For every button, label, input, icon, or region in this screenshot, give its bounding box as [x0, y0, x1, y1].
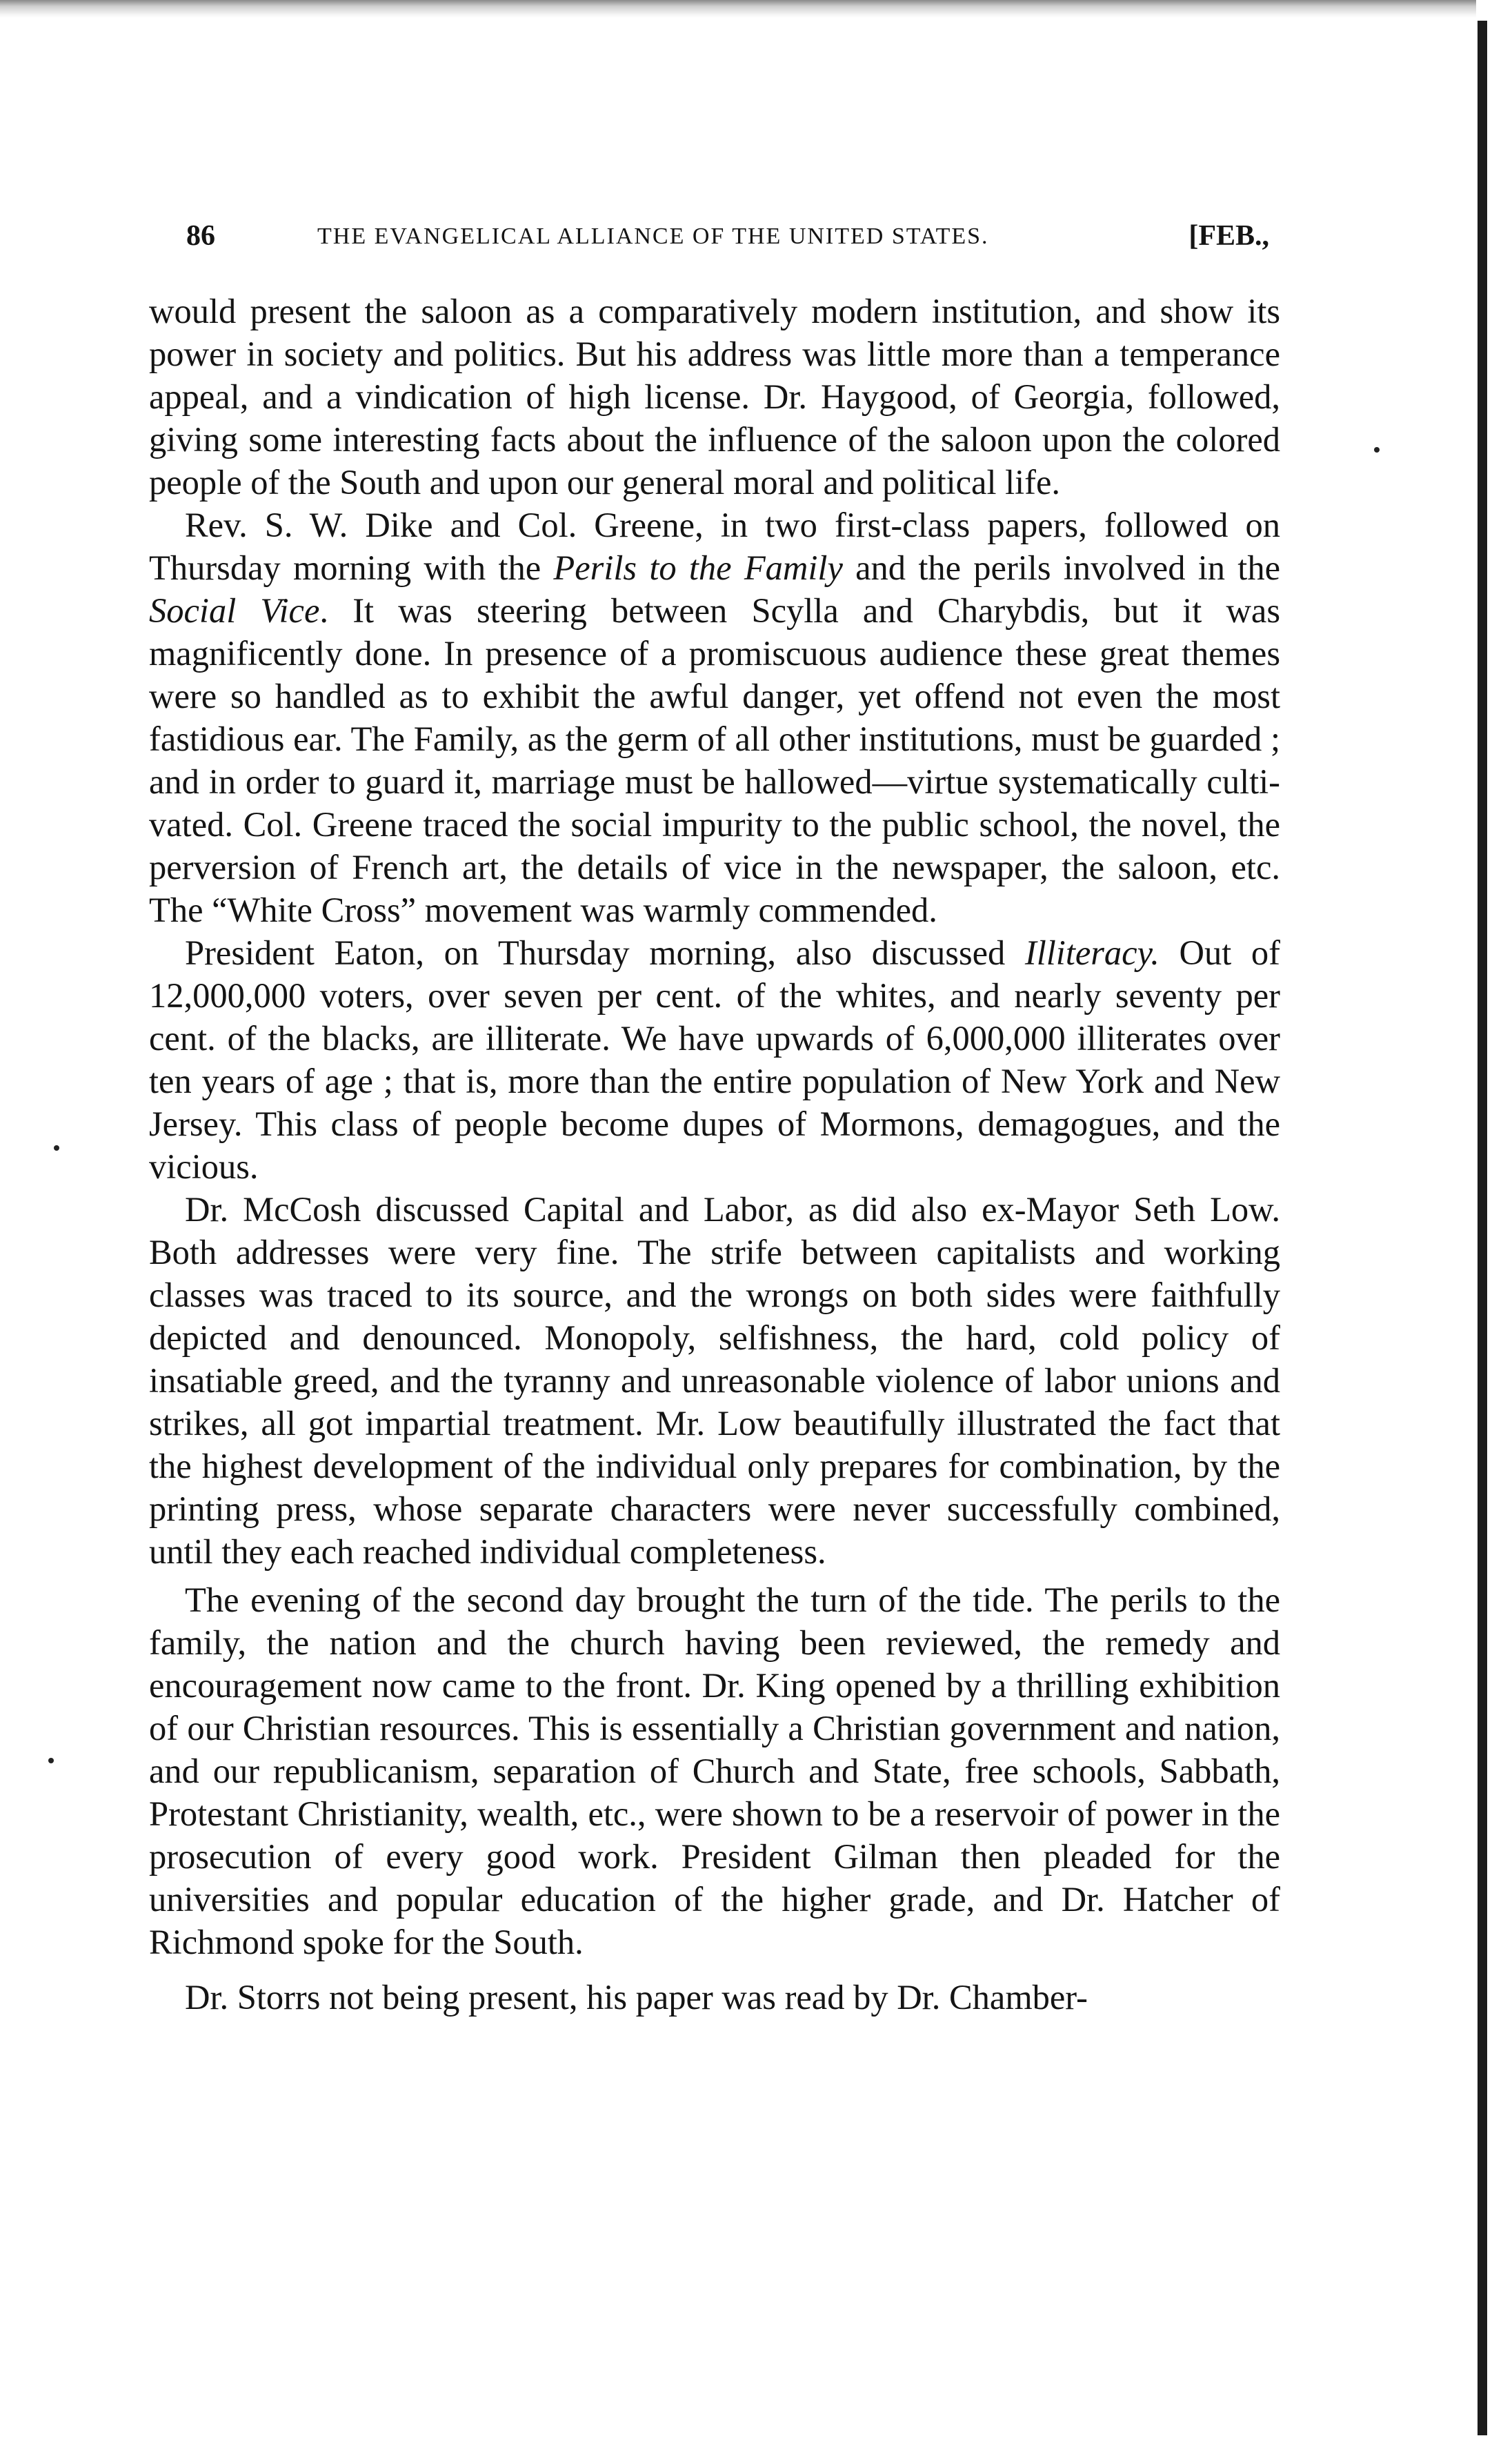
italic-title: Illiteracy.	[1024, 933, 1160, 972]
paragraph-illiteracy	[149, 931, 1280, 1188]
page-binding-edge	[1478, 21, 1487, 2435]
page-number: 86	[186, 220, 215, 252]
margin-dot	[54, 1145, 59, 1151]
text-run: . It was steering between Scylla and Charybdis, but it was magnificently done. In presence of a promiscuous audience these great themes were so handled as to exhibit the awful danger, yet offend not even the most fastidious ear. The Family, as the germ of all other institutions, must be guarded ; and in order to guard it, marriage must be hallowed—virtue systematically cultivated. Col. Greene traced the social impurity to the public school, the novel, the perversion of French art, the details of vice in the newspaper, the saloon, etc. The “White Cross” movement was warmly commended.	[149, 591, 1280, 929]
margin-dot	[1374, 447, 1380, 453]
text-run: Out of 12,000,000 voters, over seven per cent. of the whites, and nearly seventy per cent. of the blacks, are illiterate. We have upwards of 6,000,000 illiterates over ten years of age ; that is, more than the entire population of New York and New Jersey. This class of people become dupes of Mormons, demagogues, and the vicious.	[149, 933, 1280, 1186]
italic-title: Perils to the Family	[553, 548, 843, 587]
text-run: Rev. S. W. Dike and Col. Greene, in two first-class papers, followed on Thursday morning with the	[149, 506, 1280, 587]
header-month: [FEB.,	[1188, 220, 1269, 252]
paragraph-family	[149, 504, 1280, 931]
margin-dot	[48, 1758, 54, 1763]
running-title: THE EVANGELICAL ALLIANCE OF THE UNITED STATES.	[317, 224, 989, 249]
paragraph-saloon: would present the saloon as a comparatively modern institution, and show its power in society and politics. But his address was little more than a temperance appeal, and a vindication of high license. Dr. Haygood, of Georgia, followed, giving some interesting facts about the influence of the saloon upon the colored people of the South and upon our general moral and political life.	[149, 292, 1280, 502]
italic-title: Social Vice	[149, 591, 320, 630]
text-run: President Eaton, on Thursday morning, also discussed	[185, 933, 1025, 972]
text-run: and the perils involved in the	[842, 548, 1280, 587]
paragraph-second-day: The evening of the second day brought the turn of the tide. The perils to the family, the nation and the church having been reviewed, the remedy and encouragement now came to the front. Dr. King opened by a thrilling exhibition of our Christian resources. This is essentially a Christian government and nation, and our republicanism, separation of Church and State, free schools, Sabbath, Protestant Christianity, wealth, etc., were shown to be a reservoir of power in the prosecution of every good work. President Gilman then pleaded for the universities and popular education of the higher grade, and Dr. Hatcher of Richmond spoke for the South.	[149, 1581, 1280, 1961]
running-header	[186, 219, 1269, 268]
paragraph-capital-labor: Dr. McCosh discussed Capital and Labor, as did also ex-Mayor Seth Low. Both addresses were very fine. The strife between capitalists and working classes was traced to its source, and the wrongs on both sides were faithfully depicted and denounced. Monopoly, selfishness, the hard, cold policy of insatiable greed, and the tyranny and unreasonable violence of labor unions and strikes, all got impartial treatment. Mr. Low beautifully illustrated the fact that the highest development of the individual only prepares for combination, by the printing press, whose separate characters were never successfully combined, until they each reached individual completeness.	[149, 1190, 1280, 1571]
paragraph-storrs: Dr. Storrs not being present, his paper was read by Dr. Chamber-	[185, 1978, 1088, 2017]
body-text	[149, 290, 1280, 2019]
page-top-edge	[0, 0, 1476, 18]
